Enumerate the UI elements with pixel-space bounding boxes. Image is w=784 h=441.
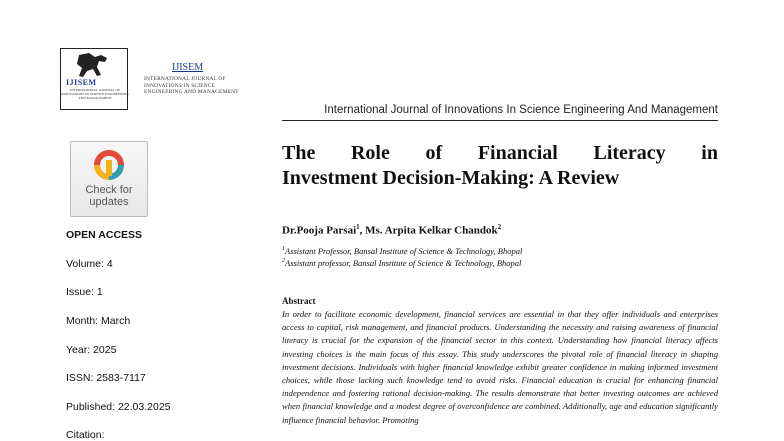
logo-subtext: INTERNATIONAL JOURNAL OF INNOVATIONS IN SCIENCE ENGINEERING AND MANAGEMENT — [61, 88, 129, 100]
open-access-label: OPEN ACCESS — [66, 229, 143, 241]
author-1-affiliation-mark: 1 — [356, 223, 360, 231]
running-header: International Journal of Innovations In Science Engineering And Management — [324, 104, 718, 116]
author-2-affiliation-mark: 2 — [497, 223, 502, 231]
crossmark-icon — [92, 148, 126, 182]
affiliation-2-mark: 2 — [282, 258, 285, 265]
paper-title-line-1: The Role of Financial Literacy in — [282, 142, 718, 164]
journal-abbreviation[interactable]: IJISEM — [172, 62, 204, 73]
logo-acronym: IJISEM — [66, 78, 97, 87]
issn-label: ISSN: 2583-7117 — [66, 372, 146, 384]
check-for-updates-button[interactable] — [70, 141, 148, 217]
volume-label: Volume: 4 — [66, 258, 113, 270]
author-list — [282, 223, 501, 237]
author-separator: , — [359, 224, 366, 237]
year-label: Year: 2025 — [66, 344, 117, 356]
affiliation-1 — [282, 246, 522, 256]
paper-title-line-2: Investment Decision-Making: A Review — [282, 167, 620, 189]
journal-full-name: INTERNATIONAL JOURNAL OF INNOVATIONS IN SCIENCE ENGINEERING AND MANAGEMENT — [144, 76, 239, 95]
abstract-heading: Abstract — [282, 296, 316, 306]
month-label: Month: March — [66, 315, 131, 327]
updates-label: updates — [89, 196, 129, 208]
check-for-label: Check for — [85, 184, 133, 196]
citation-label: Citation: — [66, 429, 105, 441]
affiliation-1-mark: 1 — [282, 246, 285, 253]
issue-label: Issue: 1 — [66, 286, 103, 298]
author-2: Ms. Arpita Kelkar Chandok — [365, 224, 498, 237]
abstract-body: In order to facilitate economic development, financial services are essential in that they offer individuals and enterprises access to capital, risk management, and financial products. Understanding the necessity and raising awareness of financial literacy is crucial for the expansion of the financial sector in this context. Understanding how financial literacy affects investing choices is the main focus of this essay. This study underscores the pivotal role of financial literacy in shaping investment decisions. Individuals with higher financial knowledge exhibit greater confidence in making informed investment choices, while those lacking such knowledge tend to avoid risks. Financial education is crucial for enhancing financial independence and fostering rational decision-making. The results demonstrate that better investing outcomes are achieved when financial knowledge and a modest degree of overconfidence are combined. Additionally, age and education significantly influence financial behavior. Promoting — [282, 309, 718, 425]
affiliation-2-text: Assistant professor, Bansal Institute of Science & Technology, Bhopal — [285, 258, 522, 268]
affiliation-2 — [282, 258, 521, 268]
published-date-label: Published: 22.03.2025 — [66, 401, 171, 413]
affiliation-1-text: Assistant Professor, Bansal Institute of Science & Technology, Bhopal — [285, 246, 523, 256]
author-1: Dr.Pooja Parsai — [282, 224, 357, 237]
header-divider — [282, 120, 718, 121]
